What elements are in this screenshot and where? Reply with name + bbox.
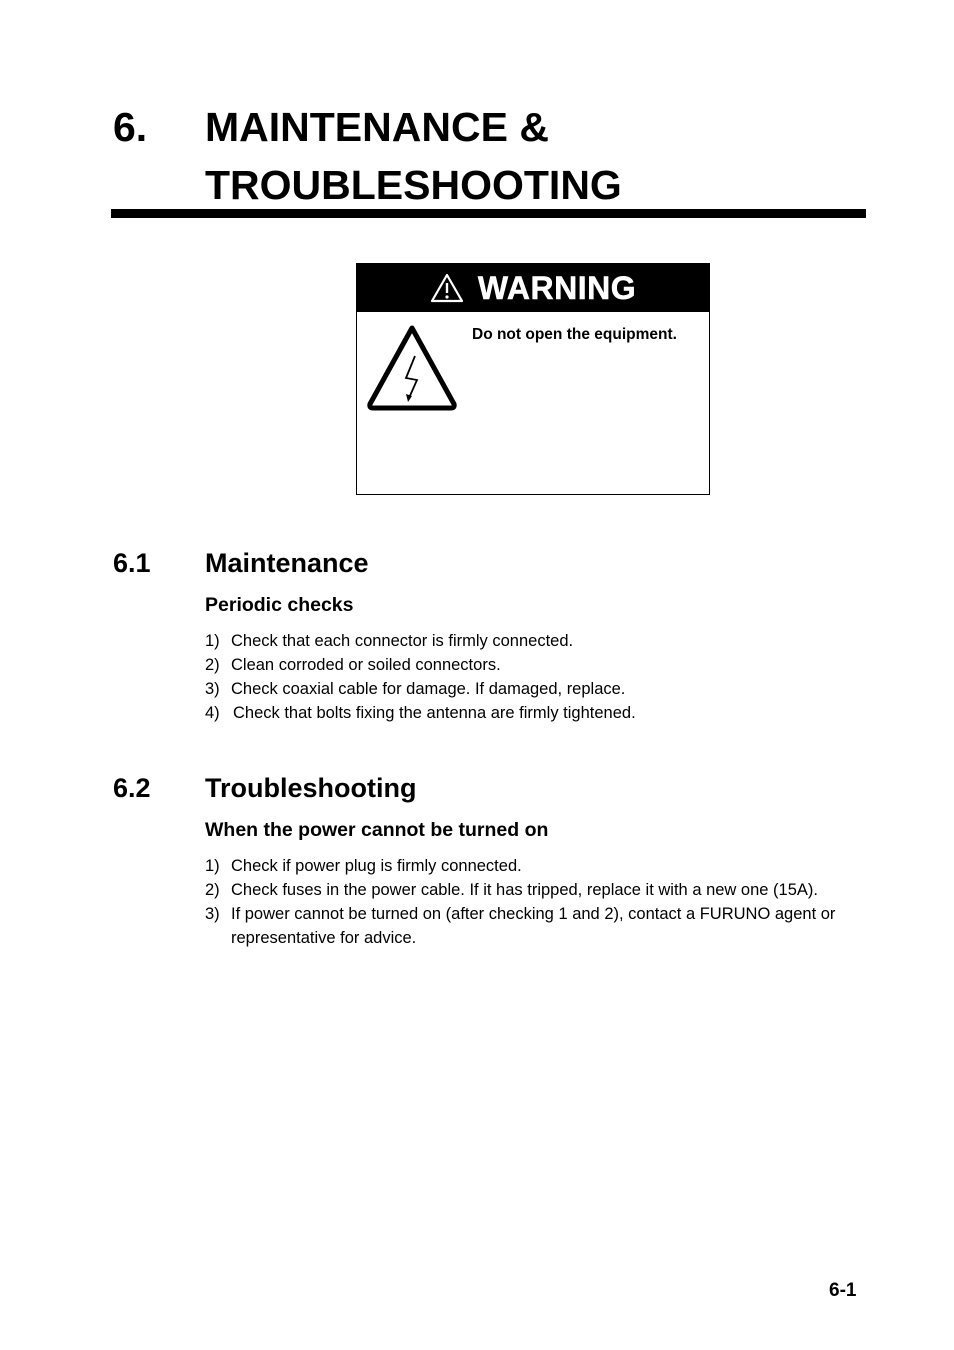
warning-box — [356, 263, 710, 495]
section-2-title: Troubleshooting — [205, 773, 417, 803]
list-item-text: If power cannot be turned on (after checking 1 and 2), contact a FURUNO agent or representative for advice. — [231, 905, 836, 947]
page-number: 6-1 — [829, 1280, 857, 1301]
list-item-number: 2) — [205, 656, 220, 674]
list-item-text: Check fuses in the power cable. If it has tripped, replace it with a new one (15A). — [231, 881, 818, 899]
list-item-text: Check that bolts fixing the antenna are firmly tightened. — [233, 704, 636, 722]
section-2-subtitle: When the power cannot be turned on — [205, 819, 549, 841]
chapter-title-line2: TROUBLESHOOTING — [205, 162, 622, 208]
list-item-number: 1) — [205, 857, 220, 875]
list-item — [205, 878, 845, 902]
caution-triangle-icon — [430, 273, 464, 303]
electric-shock-icon — [365, 322, 459, 412]
list-item-text: Check that each connector is firmly connected. — [231, 632, 574, 650]
list-item — [205, 677, 845, 701]
section-2-number: 6.2 — [113, 773, 151, 803]
troubleshooting-list — [205, 854, 845, 950]
list-item-number: 1) — [205, 632, 220, 650]
chapter-rule — [111, 209, 866, 218]
list-item-text: Clean corroded or soiled connectors. — [231, 656, 501, 674]
section-1-number: 6.1 — [113, 548, 151, 578]
list-item — [205, 902, 845, 950]
section-1-title: Maintenance — [205, 548, 369, 578]
list-item-number: 3) — [205, 680, 220, 698]
list-item-text: Check if power plug is firmly connected. — [231, 857, 522, 875]
list-item — [205, 629, 845, 653]
list-item-number: 4) — [205, 704, 220, 722]
list-item — [205, 701, 845, 725]
warning-header — [357, 264, 709, 312]
list-item-text: Check coaxial cable for damage. If damaged, replace. — [231, 680, 626, 698]
section-1-subtitle: Periodic checks — [205, 594, 354, 616]
chapter-title — [205, 98, 622, 214]
list-item — [205, 854, 845, 878]
list-item-number: 2) — [205, 881, 220, 899]
chapter-number: 6. — [113, 104, 148, 150]
warning-title: WARNING — [477, 269, 637, 306]
periodic-checks-list — [205, 629, 845, 725]
chapter-title-line1: MAINTENANCE & — [205, 104, 549, 150]
list-item-number: 3) — [205, 905, 220, 923]
list-item — [205, 653, 845, 677]
warning-text: Do not open the equipment. — [472, 326, 677, 343]
